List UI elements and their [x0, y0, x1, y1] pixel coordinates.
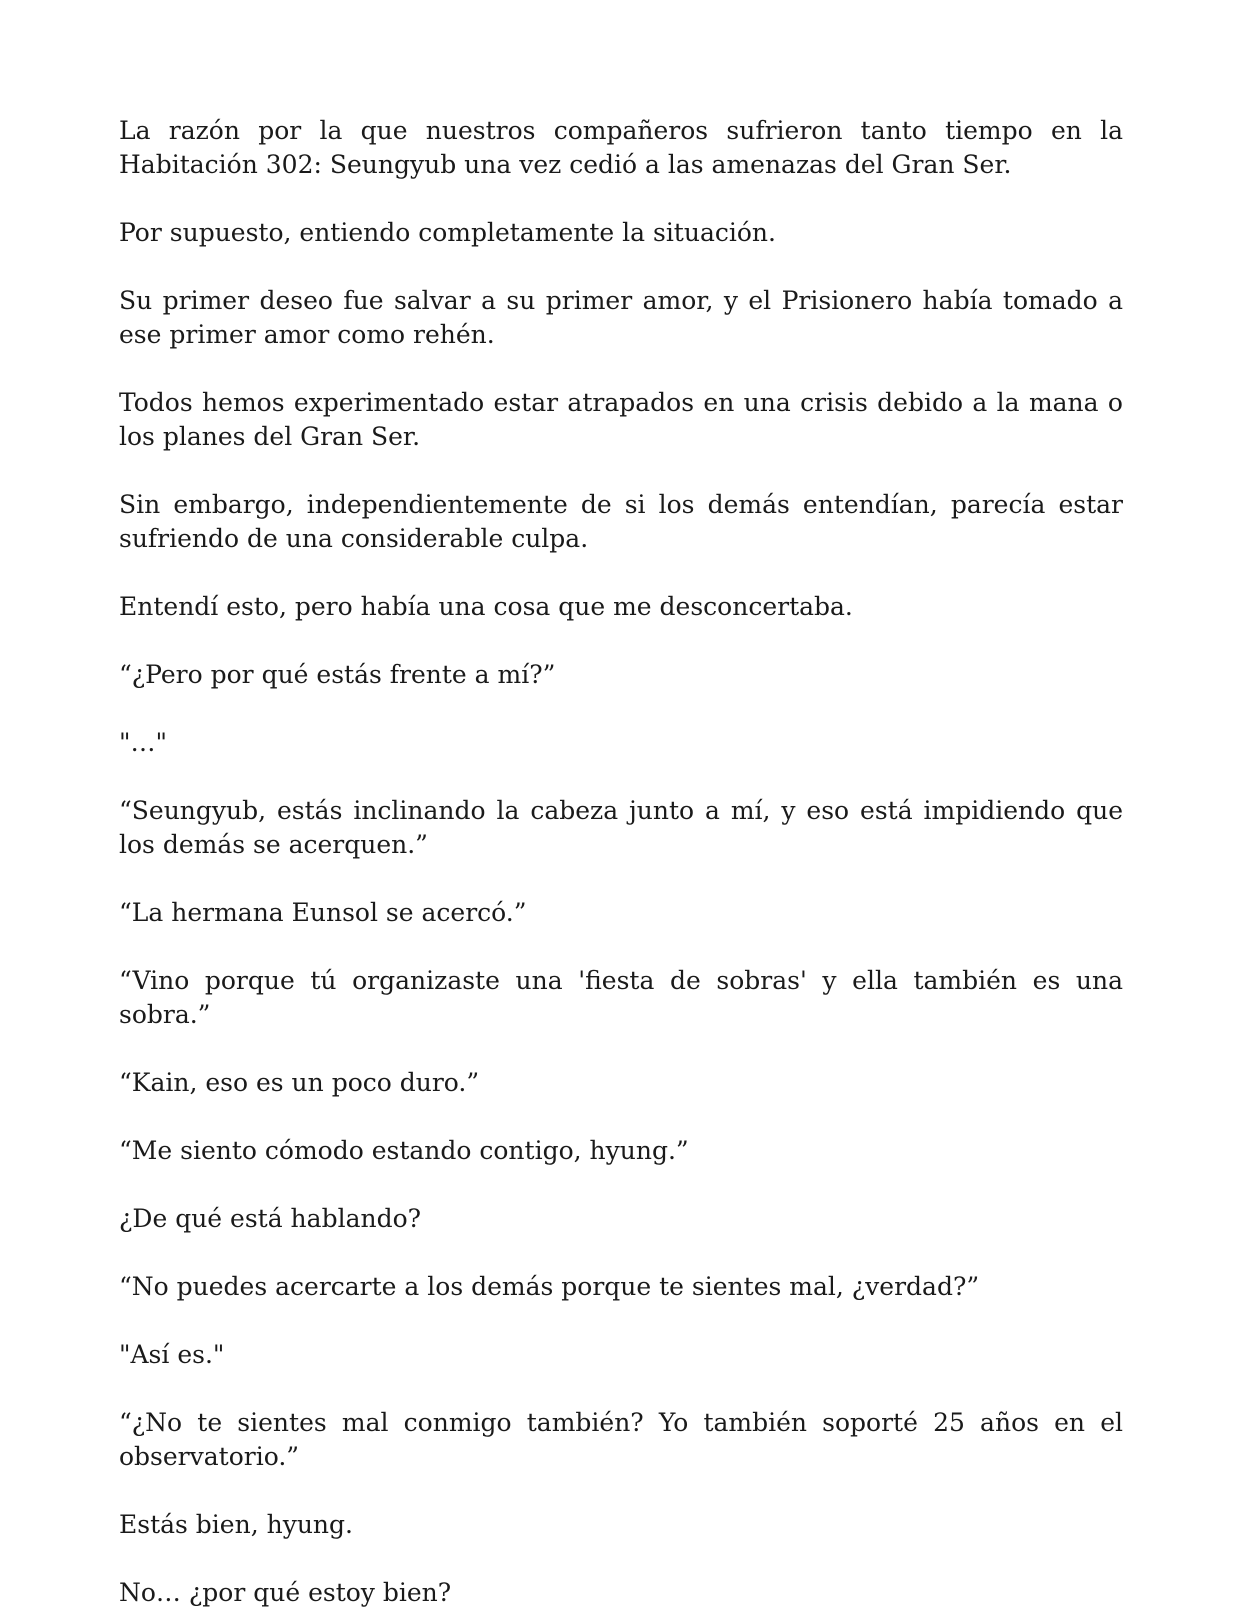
document-page — [119, 114, 1123, 1610]
paragraph: Entendí esto, pero había una cosa que me desconcertaba. — [119, 592, 853, 621]
dialogue-line: “La hermana Eunsol se acercó.” — [119, 898, 527, 927]
paragraph: Estás bien, hyung. — [119, 1510, 353, 1539]
paragraph: No… ¿por qué estoy bien? — [119, 1578, 452, 1607]
dialogue-line: "…" — [119, 728, 167, 757]
paragraph: ¿De qué está hablando? — [119, 1204, 422, 1233]
paragraph: Por supuesto, entiendo completamente la situación. — [119, 218, 776, 247]
dialogue-line: “Seungyub, estás inclinando la cabeza junto a mí, y eso está impidiendo que los demás se acerquen.” — [119, 796, 1123, 859]
paragraph: Sin embargo, independientemente de si los demás entendían, parecía estar sufriendo de una considerable culpa. — [119, 490, 1123, 553]
dialogue-line: “Me siento cómodo estando contigo, hyung.” — [119, 1136, 689, 1165]
dialogue-line: “¿Pero por qué estás frente a mí?” — [119, 660, 556, 689]
paragraph: La razón por la que nuestros compañeros sufrieron tanto tiempo en la Habitación 302: Seungyub una vez cedió a las amenazas del Gran Ser. — [119, 116, 1123, 179]
paragraph: Su primer deseo fue salvar a su primer amor, y el Prisionero había tomado a ese primer amor como rehén. — [119, 286, 1123, 349]
dialogue-line: “Kain, eso es un poco duro.” — [119, 1068, 480, 1097]
paragraph: Todos hemos experimentado estar atrapados en una crisis debido a la mana o los planes del Gran Ser. — [119, 388, 1123, 451]
dialogue-line: “No puedes acercarte a los demás porque te sientes mal, ¿verdad?” — [119, 1272, 980, 1301]
dialogue-line: “Vino porque tú organizaste una 'fiesta de sobras' y ella también es una sobra.” — [119, 966, 1123, 1029]
dialogue-line: “¿No te sientes mal conmigo también? Yo también soporté 25 años en el observatorio.” — [119, 1408, 1123, 1471]
dialogue-line: "Así es." — [119, 1340, 225, 1369]
